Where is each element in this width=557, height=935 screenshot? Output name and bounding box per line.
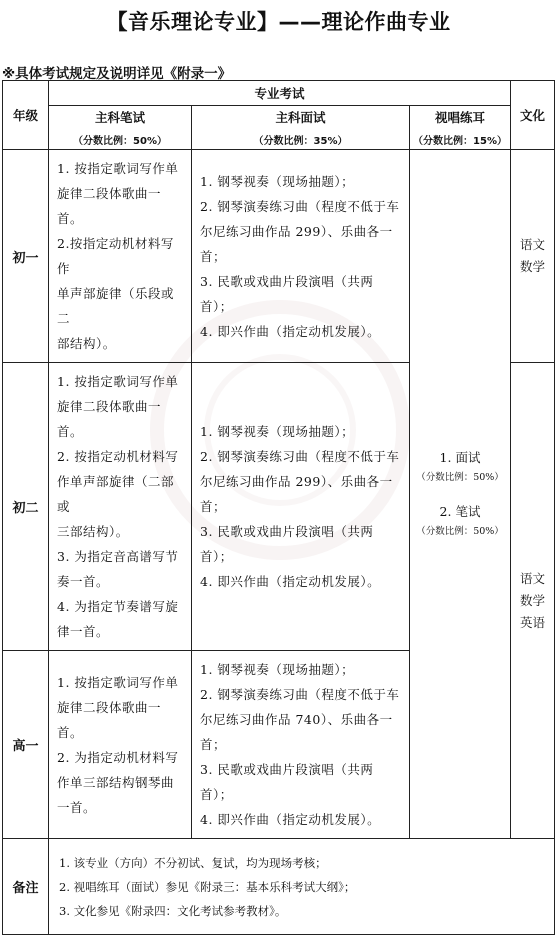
written-junior2 xyxy=(49,363,192,651)
text-line: 3. 民歌或戏曲片段演唱（共两首）； xyxy=(200,762,374,802)
text-line: 3. 为指定音高谱写节 xyxy=(57,549,179,564)
header-written-label: 主科笔试 xyxy=(94,110,145,125)
text-line: 作单声部旋律（二部或 xyxy=(57,474,175,514)
culture-junior1 xyxy=(511,150,555,363)
text-line: 律一首。 xyxy=(57,624,110,639)
header-interview-ratio: （分数比例：35%） xyxy=(253,136,348,147)
header-written xyxy=(49,106,192,150)
header-written-ratio: （分数比例：50%） xyxy=(73,136,167,147)
header-culture: 文化 xyxy=(511,81,555,150)
sight-item-interview: 1. 面试 xyxy=(439,450,481,465)
text-line: 2. 钢琴演奏练习曲（程度不低于车 xyxy=(200,687,400,702)
text-line: 旋律二段体歌曲一首。 xyxy=(57,399,162,439)
written-senior1 xyxy=(49,651,192,839)
page-title: 【音乐理论专业】——理论作曲专业 xyxy=(106,10,451,34)
sight-singing-cell xyxy=(410,150,511,839)
text-line: 3. 民歌或戏曲片段演唱（共两首）； xyxy=(200,524,374,564)
text-line: 2. 为指定动机材料写 xyxy=(57,749,179,765)
remarks-label: 备注 xyxy=(3,839,49,935)
header-interview xyxy=(192,106,410,150)
text-line: 1. 钢琴视奏（现场抽题）； xyxy=(200,424,355,439)
text-line: 4. 即兴作曲（指定动机发展）。 xyxy=(200,812,381,827)
header-sight xyxy=(410,106,511,150)
grade-junior2: 初二 xyxy=(3,363,49,651)
remark-line: 1. 该专业（方向）不分初试、复试，均为现场考核； xyxy=(59,855,327,870)
header-grade: 年级 xyxy=(3,81,49,150)
text-line: 旋律二段体歌曲一首。 xyxy=(57,699,162,740)
text-line: 4. 即兴作曲（指定动机发展）。 xyxy=(200,323,381,339)
culture-subject: 英语 xyxy=(520,614,546,630)
text-line: 2. 钢琴演奏练习曲（程度不低于车 xyxy=(200,198,400,214)
text-line: 2. 钢琴演奏练习曲（程度不低于车 xyxy=(200,449,400,464)
text-line: 4. 为指定节奏谱写旋 xyxy=(57,599,179,614)
text-line: 1. 按指定歌词写作单 xyxy=(57,674,179,690)
remark-line: 3. 文化参见《附录四：文化考试参考教材》。 xyxy=(59,903,287,918)
header-interview-label: 主科面试 xyxy=(275,110,326,125)
culture-subject: 数学 xyxy=(520,592,546,608)
text-line: 3. 民歌或戏曲片段演唱（共两首）； xyxy=(200,273,374,314)
sight-item-written: 2. 笔试 xyxy=(439,504,481,519)
interview-junior1 xyxy=(192,150,410,363)
grade-junior1: 初一 xyxy=(3,150,49,363)
text-line: 一首。 xyxy=(57,799,97,815)
text-line: 1. 按指定歌词写作单 xyxy=(57,161,179,176)
text-line: 尔尼练习曲作品 299）、乐曲各一首； xyxy=(200,223,393,264)
header-sight-label: 视唱练耳 xyxy=(435,110,486,125)
text-line: 2.按指定动机材料写作 xyxy=(57,236,174,276)
text-line: 2. 按指定动机材料写 xyxy=(57,449,179,464)
grade-senior1: 高一 xyxy=(3,651,49,839)
culture-others xyxy=(511,363,555,839)
text-line: 1. 钢琴视奏（现场抽题）； xyxy=(200,173,355,189)
header-professional-exam: 专业考试 xyxy=(49,81,511,106)
exam-table xyxy=(2,80,555,935)
text-line: 尔尼练习曲作品 740）、乐曲各一首； xyxy=(200,712,393,752)
culture-subject: 语文 xyxy=(520,570,546,586)
remark-line: 2. 视唱练耳（面试）参见《附录三：基本乐科考试大纲》； xyxy=(59,879,356,894)
sight-item-written-ratio: （分数比例：50%） xyxy=(416,526,504,537)
text-line: 作单三部结构钢琴曲 xyxy=(57,774,175,790)
text-line: 尔尼练习曲作品 299）、乐曲各一首； xyxy=(200,474,393,514)
text-line: 奏一首。 xyxy=(57,574,110,589)
text-line: 单声部旋律（乐段或二 xyxy=(57,286,175,326)
appendix-note: ※具体考试规定及说明详见《附录一》 xyxy=(2,66,232,82)
text-line: 1. 钢琴视奏（现场抽题）； xyxy=(200,662,355,677)
culture-subject: 语文 xyxy=(520,237,546,252)
text-line: 1. 按指定歌词写作单 xyxy=(57,374,179,389)
sight-item-interview-ratio: （分数比例：50%） xyxy=(416,472,504,483)
text-line: 旋律二段体歌曲一首。 xyxy=(57,186,162,226)
text-line: 部结构）。 xyxy=(57,336,116,351)
culture-subject: 数学 xyxy=(520,259,546,274)
interview-senior1 xyxy=(192,651,410,839)
written-junior1 xyxy=(49,150,192,363)
header-sight-ratio: （分数比例：15%） xyxy=(413,136,507,147)
text-line: 4. 即兴作曲（指定动机发展）。 xyxy=(200,574,381,589)
remarks-content xyxy=(49,839,555,935)
text-line: 三部结构）。 xyxy=(57,524,129,539)
interview-junior2 xyxy=(192,363,410,651)
